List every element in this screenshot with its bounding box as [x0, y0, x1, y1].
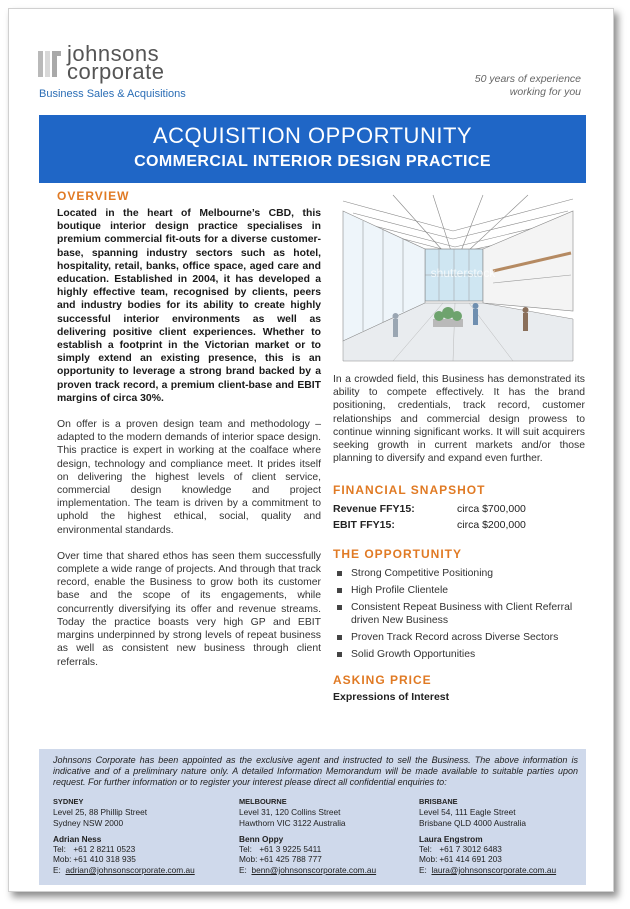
company-logo[interactable]	[37, 41, 207, 105]
watermark-text: shutterstock	[430, 266, 496, 280]
interior-sketch-image	[333, 191, 583, 363]
financial-row	[333, 517, 585, 533]
office-sydney	[53, 797, 233, 875]
contact-email[interactable]	[53, 865, 233, 875]
disclaimer-text: Johnsons Corporate has been appointed as the exclusive agent and instructed to sell the Business. The above information is indicative and of a preliminary nature only. A detailed Information Memorandum will be made available to suitable parties upon request. For further information or to register your interest please direct all confidential enquiries to:	[53, 755, 578, 787]
overview-lead-paragraph: Located in the heart of Melbourne’s CBD, this boutique interior design practice specialises in premium commercial fit-outs for a diverse customer-base, spanning industry sectors such as hotel, hospitality, retail, banks, office space, aged care and education. Established in 2004, it has developed a highly effective team, recognised by clients, peers and industry bodies for its ability to create highly successful interior environments as well as delivering positive client experiences. Whether to establish a footprint in the Victorian market or to simply extend an existing presence, this is an opportunity to leverage a strong brand backed by a proven track record, a premium client-base and EBIT margins of circa 30%.	[57, 208, 321, 404]
tel-value: +61 3 9225 5411	[259, 844, 322, 855]
financial-heading: FINANCIAL SNAPSHOT	[333, 483, 486, 498]
tel-label: Tel:	[53, 844, 66, 855]
asking-price-value: Expressions of Interest	[333, 691, 450, 704]
overview-paragraph-3: Over time that shared ethos has seen them successfully complete a wide range of projects. And through that track record, enable the Business to grow both its customer base and the scope of its engagements, while concurrently diversifying its offer and revenue streams. Today the practice boasts very high GP and EBIT margins underpinned by strong levels of repeat business as well as consistent new business through client referrals.	[57, 550, 321, 668]
right-paragraph-1: In a crowded field, this Business has demonstrated its ability to compete effectively. It has the brand positioning, credentials, track record, customer relationships and commercial design prowess to continue winning significant works. It will suit acquirers seeking growth in current markets and/or those planning to diversify and expand even further.	[333, 374, 585, 465]
logo-word-corporate: corporate	[67, 59, 165, 84]
list-item-text: Consistent Repeat Business with Client Referral driven New Business	[351, 602, 573, 627]
list-item	[333, 567, 585, 580]
office-city: SYDNEY	[53, 797, 84, 806]
contact-name: Adrian Ness	[53, 833, 102, 844]
office-city: BRISBANE	[419, 797, 458, 806]
office-address-1: Level 54, 111 Eagle Street	[419, 807, 516, 818]
mob-label: Mob:	[239, 854, 258, 865]
list-item-text: Strong Competitive Positioning	[351, 568, 494, 580]
contact-tel[interactable]	[239, 844, 419, 854]
mob-value: +61 425 788 777	[259, 854, 322, 865]
mob-label: Mob:	[53, 854, 72, 865]
list-item	[333, 584, 585, 597]
office-address-1: Level 25, 88 Phillip Street	[53, 807, 148, 818]
office-address-1: Level 31, 120 Collins Street	[239, 807, 341, 818]
list-item	[333, 601, 585, 627]
opportunity-heading: THE OPPORTUNITY	[333, 547, 463, 562]
flyer-page	[8, 8, 614, 892]
email-label: E:	[53, 864, 61, 875]
email-label: E:	[239, 864, 247, 875]
banner-title: ACQUISITION OPPORTUNITY	[152, 123, 473, 148]
overview-paragraph-2: On offer is a proven design team and methodology – adapted to the modern demands of interior space design. This practice is expert in working at the coalface where design, technology and compliance meet. It prides itself on delivering the highest levels of client service, commercial design knowledge and project implementation. The team is driven by a commitment to uphold the highest ethical, social, quality and environmental standards.	[57, 419, 321, 536]
tel-label: Tel:	[419, 844, 432, 855]
email-link[interactable]: benn@johnsonscorporate.com.au	[251, 864, 377, 875]
list-item-text: High Profile Clientele	[351, 585, 449, 597]
logo-word-johnsons: johnsons	[67, 41, 160, 66]
contact-mobile[interactable]	[239, 854, 419, 864]
bullet-icon	[337, 652, 342, 657]
financial-row-label: EBIT FFY15:	[333, 519, 395, 532]
list-item	[333, 631, 585, 644]
contact-name: Laura Engstrom	[419, 833, 483, 844]
logo-mark-icon	[37, 49, 63, 79]
list-item	[333, 648, 585, 661]
right-column	[333, 189, 585, 703]
email-label: E:	[419, 864, 427, 875]
office-address-2: Sydney NSW 2000	[53, 817, 124, 828]
office-brisbane	[419, 797, 599, 875]
mob-label: Mob:	[419, 854, 438, 865]
contact-name: Benn Oppy	[239, 833, 284, 844]
left-column	[57, 189, 321, 669]
email-link[interactable]: laura@johnsonscorporate.com.au	[431, 864, 557, 875]
financial-row-value: circa $200,000	[457, 519, 526, 532]
office-address-2: Brisbane QLD 4000 Australia	[419, 817, 527, 828]
tel-value: +61 2 8211 0523	[73, 844, 136, 855]
contact-tel[interactable]	[419, 844, 599, 854]
bullet-icon	[337, 571, 342, 576]
office-melbourne	[239, 797, 419, 875]
list-item-text: Solid Growth Opportunities	[351, 649, 476, 661]
office-city: MELBOURNE	[239, 797, 287, 806]
tagline	[475, 73, 581, 99]
list-item-text: Proven Track Record across Diverse Sectors	[351, 632, 559, 644]
contact-email[interactable]	[239, 865, 419, 875]
mob-value: +61 410 318 935	[73, 854, 136, 865]
asking-price-heading: ASKING PRICE	[333, 673, 432, 688]
mob-value: +61 414 691 203	[439, 854, 502, 865]
contact-mobile[interactable]	[53, 854, 233, 864]
financial-row-value: circa $700,000	[457, 503, 526, 516]
bullet-icon	[337, 605, 342, 610]
opportunity-list	[333, 567, 585, 661]
tagline-line-2: working for you	[509, 86, 581, 98]
contact-mobile[interactable]	[419, 854, 599, 864]
financial-row	[333, 501, 585, 517]
logo-subtitle: Business Sales & Acquisitions	[39, 88, 186, 100]
banner-subtitle: COMMERCIAL INTERIOR DESIGN PRACTICE	[134, 153, 491, 170]
tagline-line-1: 50 years of experience	[474, 73, 581, 85]
contact-footer	[39, 749, 586, 885]
contact-email[interactable]	[419, 865, 599, 875]
financial-row-label: Revenue FFY15:	[333, 503, 415, 516]
overview-heading: OVERVIEW	[57, 189, 130, 203]
tel-label: Tel:	[239, 844, 252, 855]
office-address-2: Hawthorn VIC 3122 Australia	[239, 817, 346, 828]
email-link[interactable]: adrian@johnsonscorporate.com.au	[65, 864, 195, 875]
bullet-icon	[337, 635, 342, 640]
title-banner	[39, 115, 586, 183]
tel-value: +61 7 3012 6483	[439, 844, 502, 855]
bullet-icon	[337, 588, 342, 593]
contact-tel[interactable]	[53, 844, 233, 854]
financial-table	[333, 501, 585, 533]
